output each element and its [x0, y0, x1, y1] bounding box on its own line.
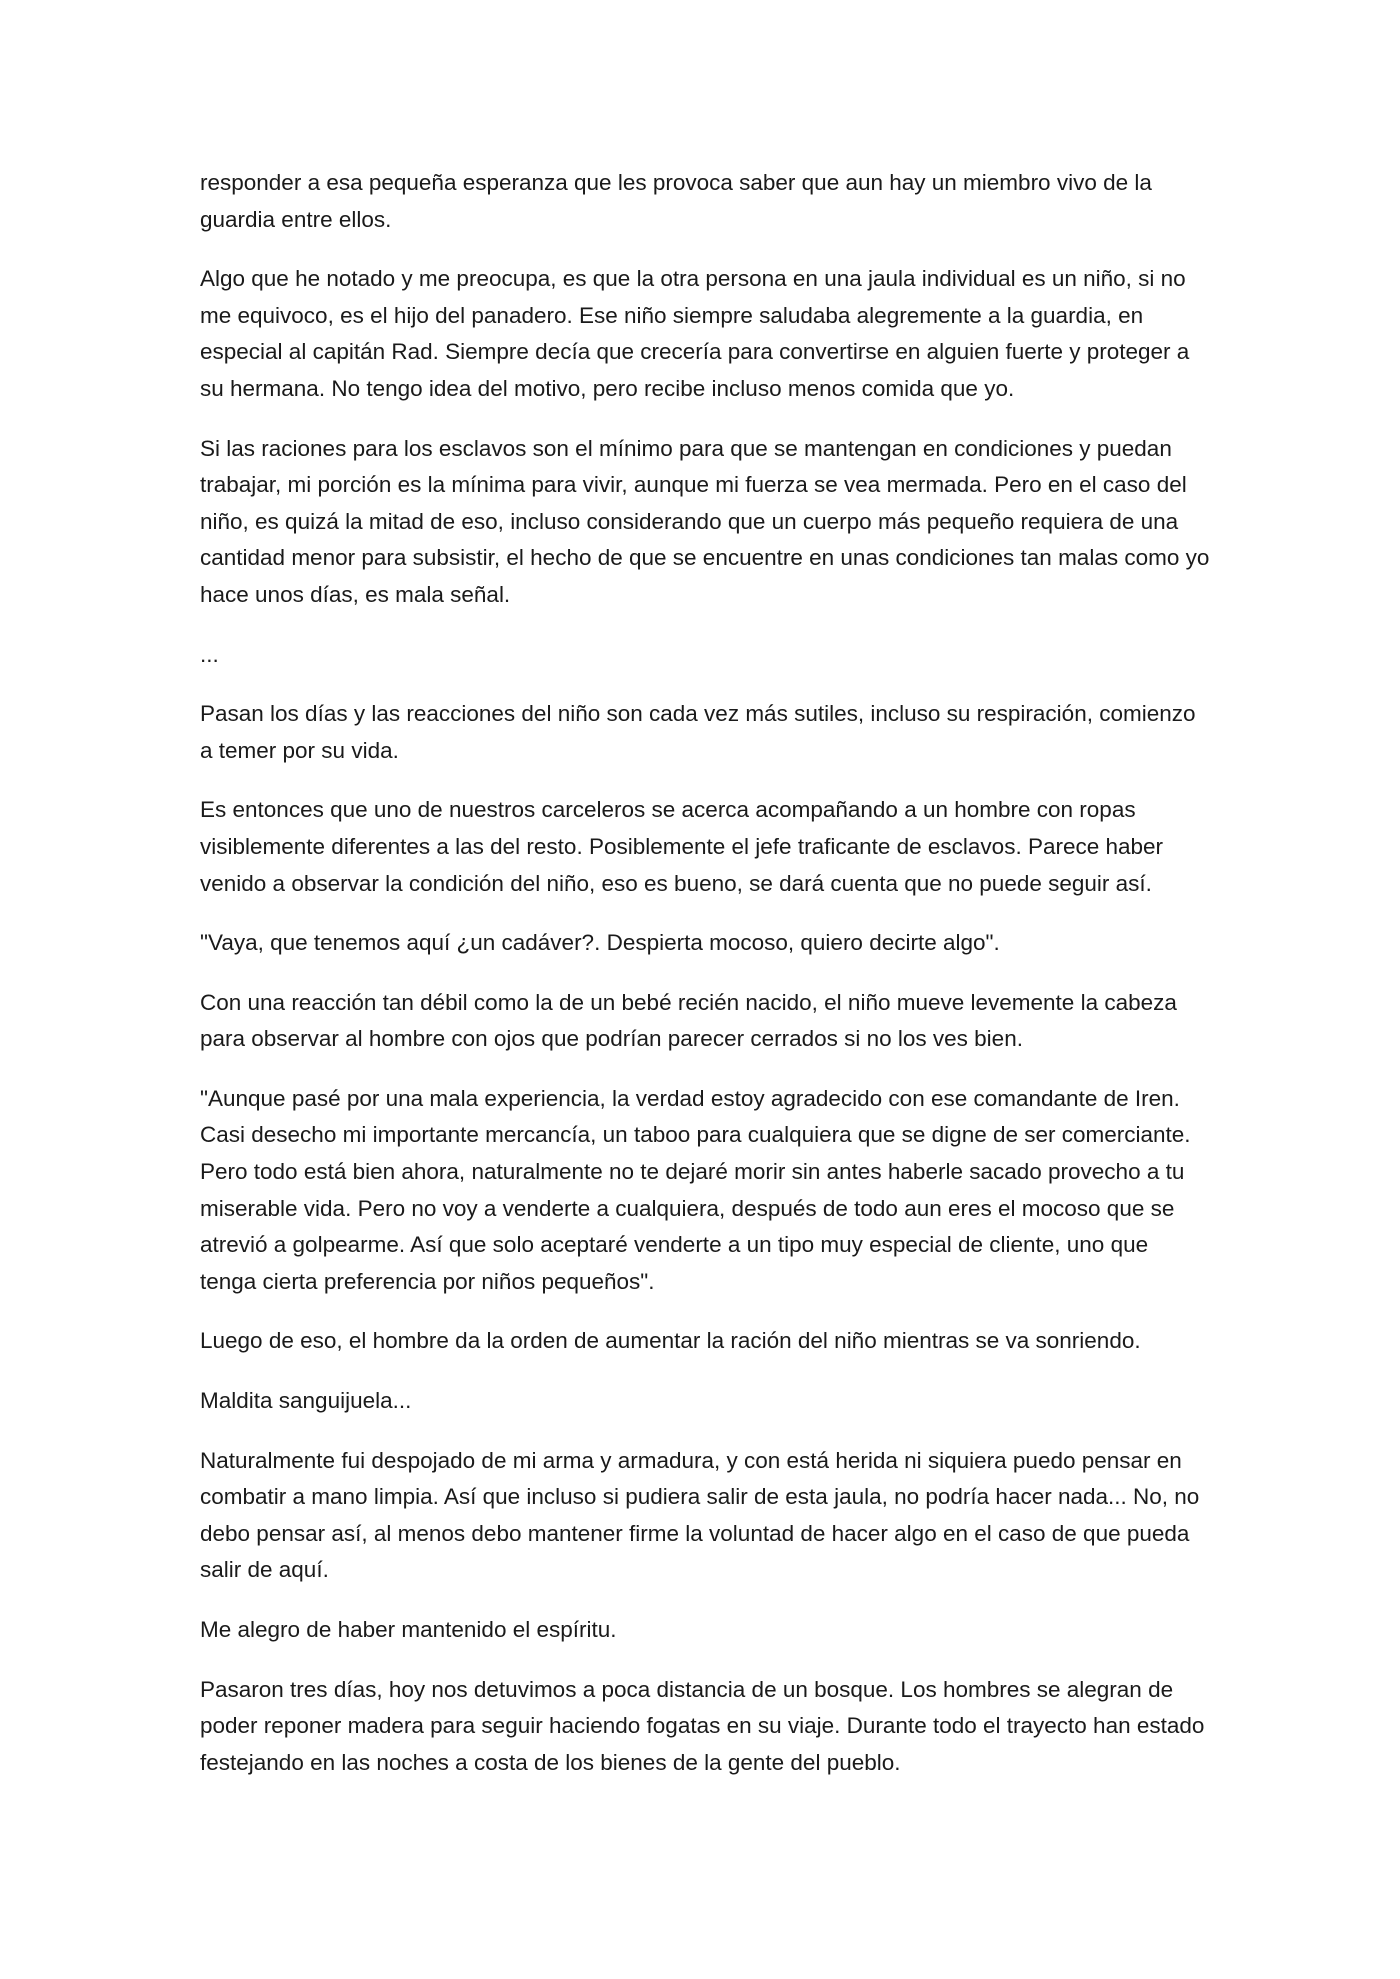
- paragraph: Si las raciones para los esclavos son el mínimo para que se mantengan en condiciones y puedan trabajar, mi porción es la mínima para vivir, aunque mi fuerza se vea mermada. Pero en el caso del niño, es quizá la mitad de eso, incluso considerando que un cuerpo más pequeño requiera de una cantidad menor para subsistir, el hecho de que se encuentre en unas condiciones tan malas como yo hace unos días, es mala señal.: [200, 435, 1210, 607]
- dialogue-paragraph: "Aunque pasé por una mala experiencia, la verdad estoy agradecido con ese comandante de Iren. Casi desecho mi importante mercancía, un taboo para cualquiera que se digne de ser comerciante. Pero todo está bien ahora, naturalmente no te dejaré morir sin antes haberle sacado provecho a tu miserable vida. Pero no voy a venderte a cualquiera, después de todo aun eres el mocoso que se atrevió a golpearme. Así que solo aceptaré venderte a un tipo muy especial de cliente, uno que tenga cierta preferencia por niños pequeños".: [200, 1085, 1191, 1294]
- paragraph: Me alegro de haber mantenido el espíritu.: [200, 1617, 617, 1642]
- paragraph: Maldita sanguijuela...: [200, 1388, 412, 1414]
- paragraph: Luego de eso, el hombre da la orden de aumentar la ración del niño mientras se va sonriendo.: [200, 1328, 1141, 1354]
- paragraph: responder a esa pequeña esperanza que les provoca saber que aun hay un miembro vivo de la guardia entre ellos.: [200, 170, 1152, 232]
- paragraph: Pasaron tres días, hoy nos detuvimos a poca distancia de un bosque. Los hombres se alegran de poder reponer madera para seguir haciendo fogatas en su viaje. Durante todo el trayecto han estado festejando en las noches a costa de los bienes de la gente del pueblo.: [200, 1676, 1205, 1775]
- paragraph: Algo que he notado y me preocupa, es que la otra persona en una jaula individual es un niño, si no me equivoco, es el hijo del panadero. Ese niño siempre saludaba alegremente a la guardia, en especial al capitán Rad. Siempre decía que crecería para convertirse en alguien fuerte y proteger a su hermana. No tengo idea del motivo, pero recibe incluso menos comida que yo.: [200, 266, 1190, 401]
- paragraph: Con una reacción tan débil como la de un bebé recién nacido, el niño mueve levemente la cabeza para observar al hombre con ojos que podrían parecer cerrados si no los ves bien.: [200, 989, 1177, 1052]
- paragraph: Es entonces que uno de nuestros carceleros se acerca acompañando a un hombre con ropas visiblemente diferentes a las del resto. Posiblemente el jefe traficante de esclavos. Parece haber venido a observar la condición del niño, eso es bueno, se dará cuenta que no puede seguir así.: [200, 797, 1164, 896]
- dialogue-paragraph: "Vaya, que tenemos aquí ¿un cadáver?. Despierta mocoso, quiero decirte algo".: [200, 930, 1000, 956]
- paragraph: Naturalmente fui despojado de mi arma y armadura, y con está herida ni siquiera puedo pensar en combatir a mano limpia. Así que incluso si pudiera salir de esta jaula, no podría hacer nada... No, no debo pensar así, al menos debo mantener firme la voluntad de hacer algo en el caso de que pueda salir de aquí.: [200, 1447, 1200, 1583]
- scene-break: ...: [200, 641, 219, 667]
- paragraph: Pasan los días y las reacciones del niño son cada vez más sutiles, incluso su respiración, comienzo a temer por su vida.: [200, 701, 1196, 763]
- document-page: [200, 165, 1210, 1804]
